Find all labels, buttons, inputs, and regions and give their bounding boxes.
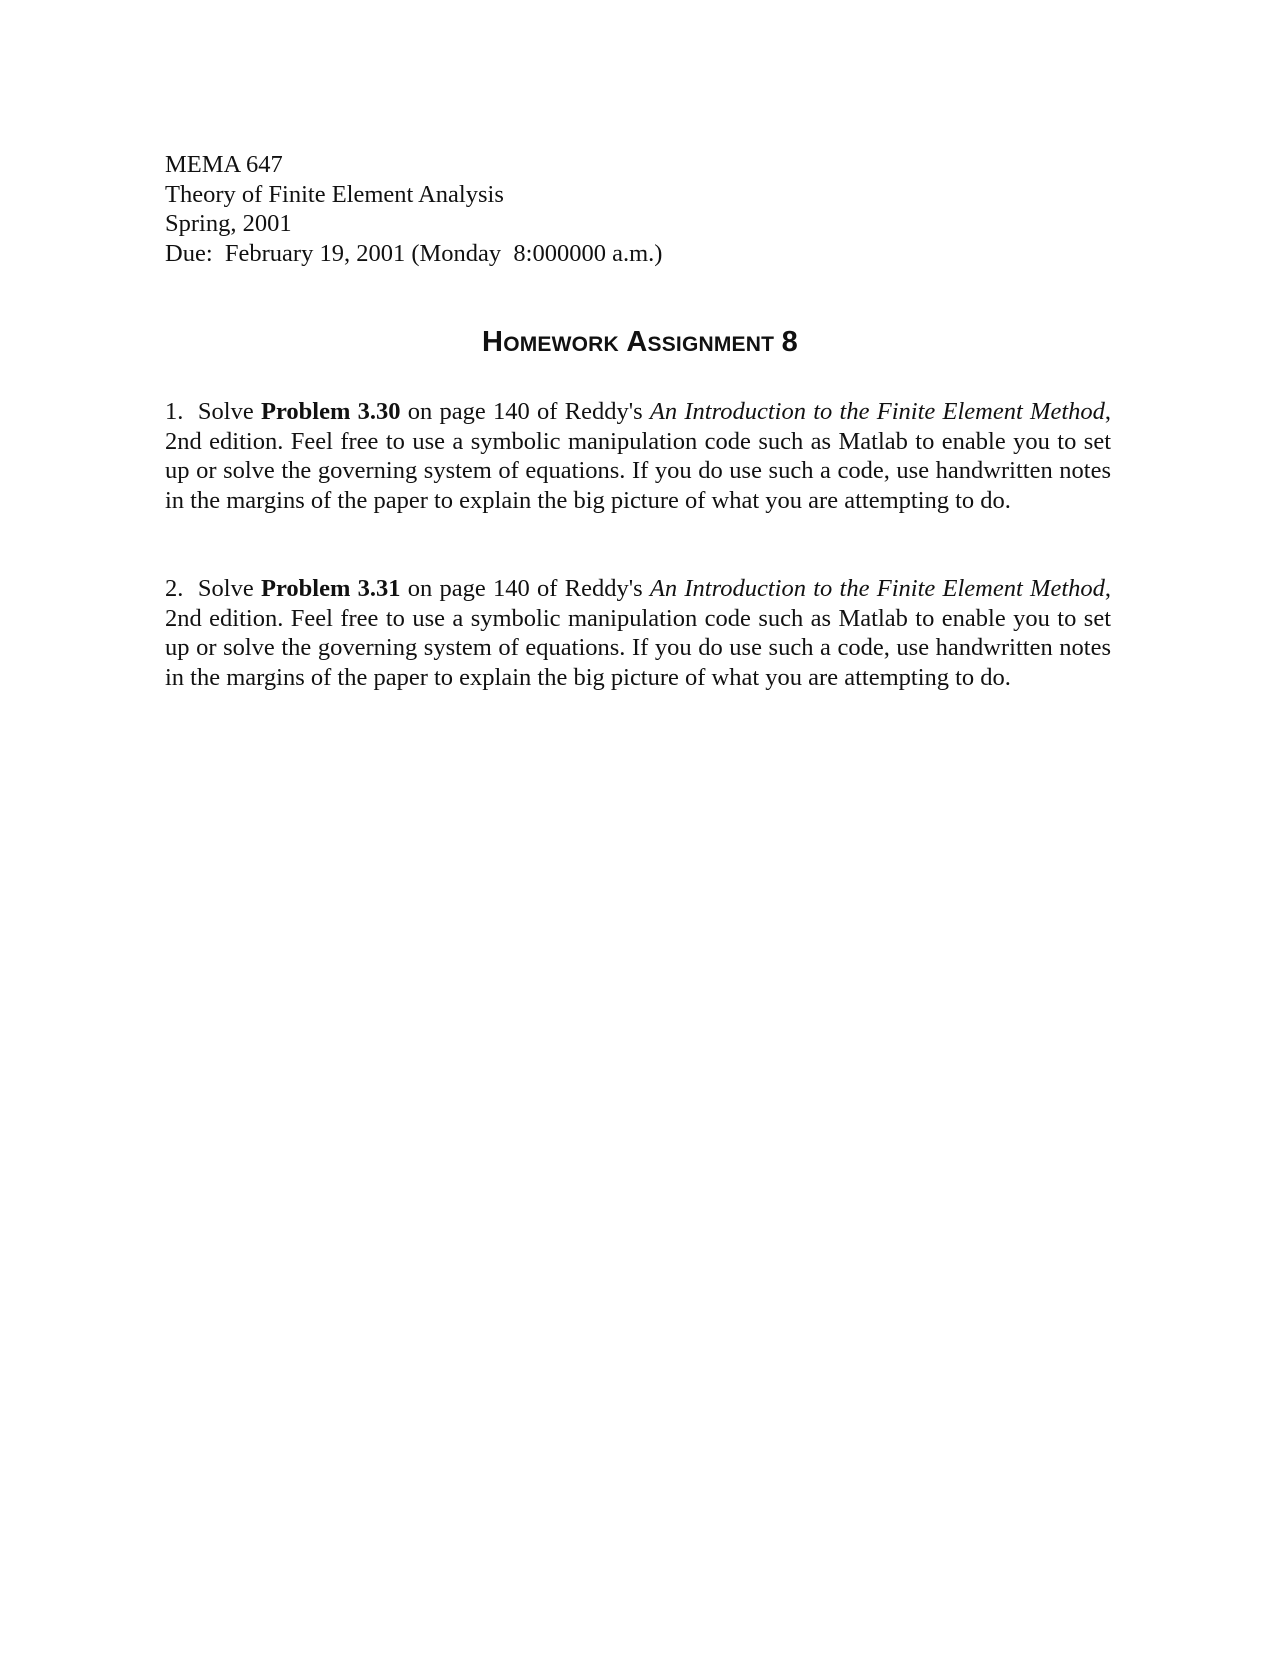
course-term: Spring, 2001 xyxy=(165,210,292,237)
due-date: Due: February 19, 2001 (Monday 8:000000 a.m.) xyxy=(165,239,663,267)
problem-text-b: , 2nd edition. Feel free to use a symbolic manipulation code such as Matlab to enable you to set up or solve the governing system of equations. If you do use such a code, use handwritten notes in the margins of the paper to explain the big picture of what you are attempting to do. xyxy=(165,398,1112,514)
book-title: An Introduction to the Finite Element Method xyxy=(649,575,1105,602)
problem-number: 1. xyxy=(165,398,184,425)
problem-text-b: , 2nd edition. Feel free to use a symbolic manipulation code such as Matlab to enable you to set up or solve the governing system of equations. If you do use such a code, use handwritten notes in the margins of the paper to explain the big picture of what you are attempting to do. xyxy=(165,575,1112,691)
title-initial-h: H xyxy=(482,326,504,358)
title-rest-ssignment: SSIGNMENT xyxy=(647,333,775,356)
problem-item xyxy=(165,574,1111,692)
problem-number: 2. xyxy=(165,575,184,602)
problem-item xyxy=(165,397,1111,515)
problem-text-a: on page 140 of Reddy's xyxy=(407,575,643,602)
problem-verb: Solve xyxy=(197,398,254,425)
course-title: Theory of Finite Element Analysis xyxy=(165,180,504,208)
course-number: MEMA 647 xyxy=(165,151,283,178)
problem-reference: Problem 3.30 xyxy=(260,398,401,425)
book-title: An Introduction to the Finite Element Method xyxy=(649,398,1105,425)
course-header xyxy=(165,150,965,268)
title-initial-a: A xyxy=(626,326,648,358)
assignment-number: 8 xyxy=(781,326,798,358)
assignment-title xyxy=(0,326,1280,361)
problem-reference: Problem 3.31 xyxy=(260,575,401,602)
title-rest-omework: OMEWORK xyxy=(503,333,619,356)
problem-verb: Solve xyxy=(197,575,254,602)
problem-text-a: on page 140 of Reddy's xyxy=(407,398,643,425)
